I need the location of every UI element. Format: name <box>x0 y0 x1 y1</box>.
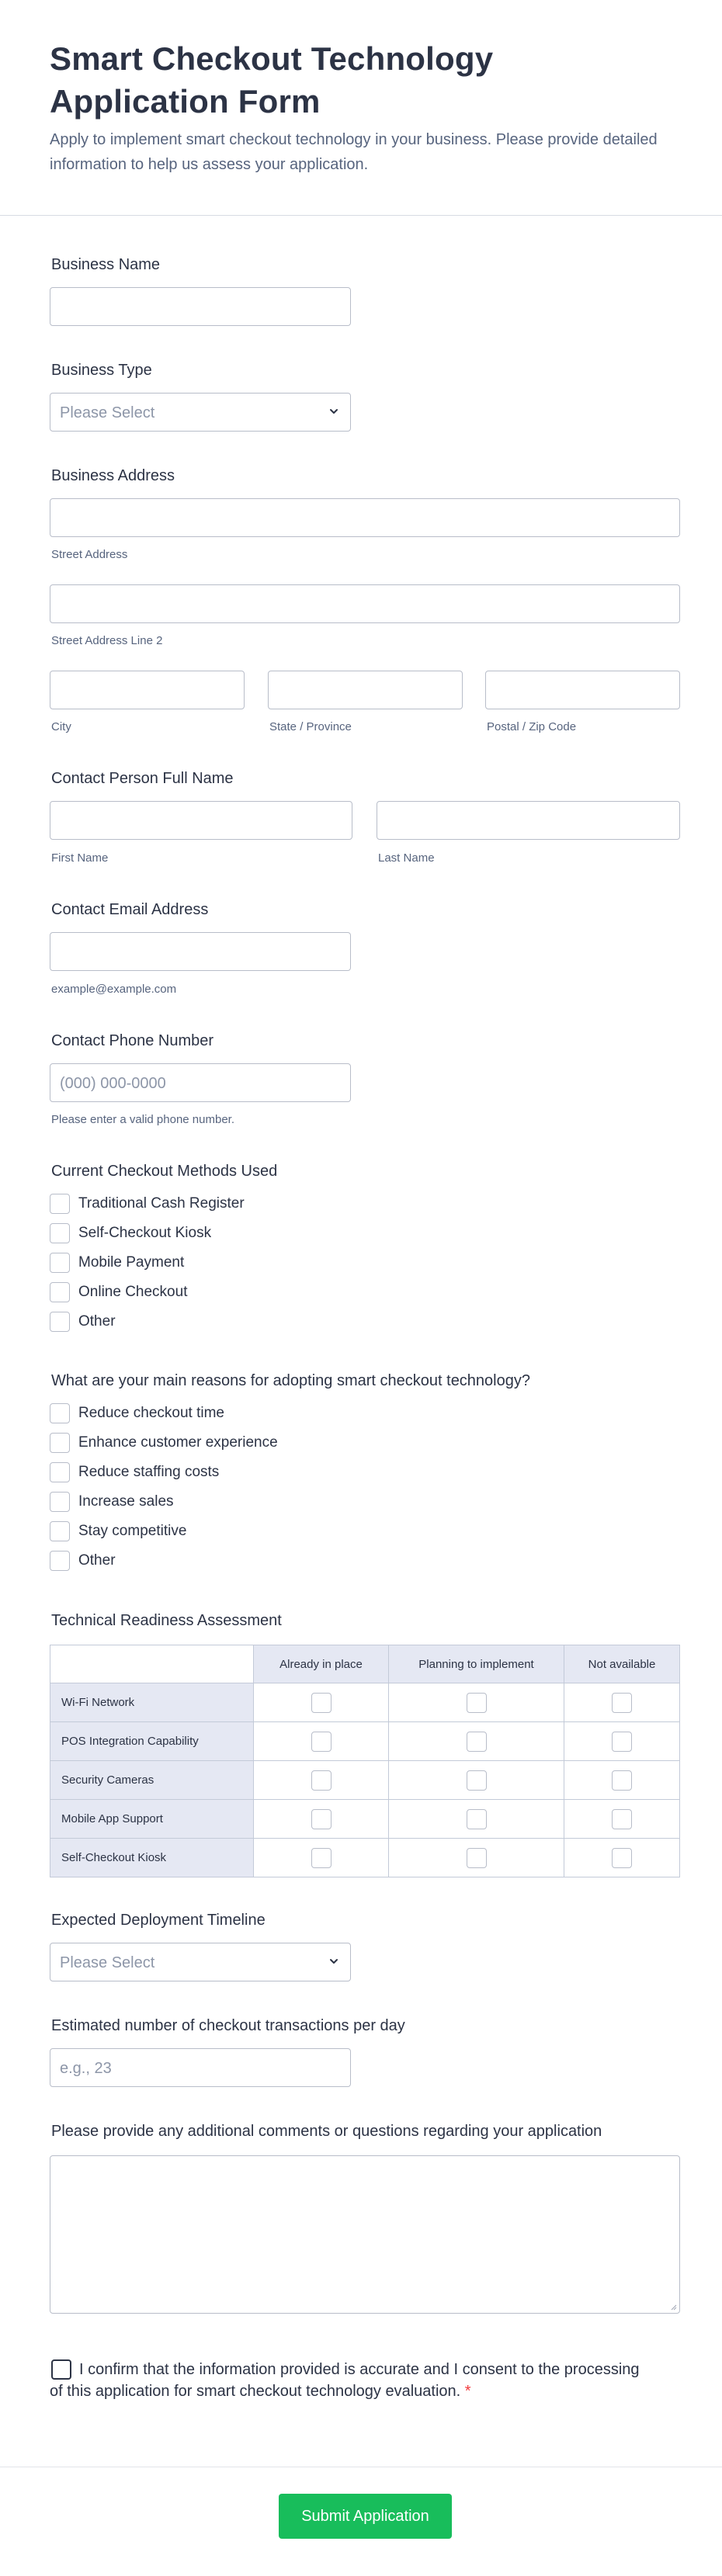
phone-sublabel: Please enter a valid phone number. <box>51 1113 234 1126</box>
timeline-select[interactable] <box>50 1943 351 1981</box>
street-address-sublabel: Street Address <box>51 548 128 561</box>
resize-handle-icon[interactable] <box>669 2303 677 2311</box>
checkbox-label: Reduce checkout time <box>78 1405 224 1421</box>
checkbox[interactable] <box>50 1433 70 1453</box>
matrix-row <box>50 1722 679 1761</box>
checkbox-label: Reduce staffing costs <box>78 1464 220 1480</box>
timeline-label: Expected Deployment Timeline <box>51 1912 266 1929</box>
matrix-row-label: Wi-Fi Network <box>50 1683 254 1721</box>
business-name-input[interactable] <box>50 287 351 326</box>
reasons-label: What are your main reasons for adopting smart checkout technology? <box>51 1372 530 1389</box>
matrix-row <box>50 1839 679 1877</box>
checkbox[interactable] <box>50 1253 70 1273</box>
phone-input[interactable] <box>50 1063 351 1102</box>
checkbox[interactable] <box>50 1521 70 1541</box>
readiness-matrix <box>50 1645 680 1877</box>
timeline-placeholder: Please Select <box>60 1954 155 1971</box>
matrix-row <box>50 1800 679 1839</box>
matrix-checkbox[interactable] <box>311 1732 331 1752</box>
matrix-checkbox[interactable] <box>311 1770 331 1791</box>
checkbox[interactable] <box>50 1492 70 1512</box>
last-name-input[interactable] <box>377 801 680 840</box>
business-type-placeholder: Please Select <box>60 404 155 421</box>
matrix-checkbox[interactable] <box>311 1848 331 1868</box>
matrix-checkbox[interactable] <box>311 1693 331 1713</box>
chevron-down-icon <box>328 406 339 417</box>
first-name-input[interactable] <box>50 801 352 840</box>
matrix-checkbox[interactable] <box>467 1693 487 1713</box>
matrix-checkbox[interactable] <box>612 1770 632 1791</box>
comments-textarea[interactable] <box>50 2155 680 2314</box>
city-sublabel: City <box>51 720 71 733</box>
state-input[interactable] <box>268 671 463 709</box>
street-address-input[interactable] <box>50 498 680 537</box>
business-name-label: Business Name <box>51 256 161 273</box>
checkbox-label: Other <box>78 1552 116 1569</box>
transactions-label: Estimated number of checkout transactions per day <box>51 2017 405 2034</box>
state-sublabel: State / Province <box>269 720 352 733</box>
page-subtitle: Apply to implement smart checkout technology in your business. Please provide detailed information to help us assess your application. <box>50 131 658 173</box>
business-type-select[interactable] <box>50 393 351 432</box>
checkbox[interactable] <box>50 1551 70 1571</box>
phone-label: Contact Phone Number <box>51 1032 214 1049</box>
comments-label: Please provide any additional comments or questions regarding your application <box>51 2123 602 2140</box>
matrix-row-label: POS Integration Capability <box>50 1722 254 1760</box>
email-input[interactable] <box>50 932 351 971</box>
matrix-checkbox[interactable] <box>467 1848 487 1868</box>
transactions-input[interactable] <box>50 2048 351 2087</box>
last-name-sublabel: Last Name <box>378 851 435 865</box>
matrix-column-header: Not available <box>564 1645 679 1683</box>
checkbox-label: Online Checkout <box>78 1284 188 1300</box>
form-header <box>0 0 722 216</box>
matrix-checkbox[interactable] <box>612 1809 632 1829</box>
contact-name-label: Contact Person Full Name <box>51 770 234 787</box>
checkbox[interactable] <box>50 1282 70 1302</box>
business-address-label: Business Address <box>51 467 175 484</box>
matrix-corner <box>50 1645 254 1683</box>
matrix-checkbox[interactable] <box>467 1770 487 1791</box>
checkbox-label: Traditional Cash Register <box>78 1195 245 1212</box>
phone-placeholder: (000) 000-0000 <box>60 1075 166 1092</box>
checkbox-label: Mobile Payment <box>78 1254 185 1271</box>
matrix-row-label: Mobile App Support <box>50 1800 254 1838</box>
checkbox-label: Increase sales <box>78 1493 174 1510</box>
transactions-placeholder: e.g., 23 <box>60 2060 112 2077</box>
submit-button[interactable]: Submit Application <box>279 2494 452 2539</box>
street-address-line2-input[interactable] <box>50 584 680 623</box>
checkbox-label: Self-Checkout Kiosk <box>78 1225 212 1241</box>
matrix-column-header: Already in place <box>254 1645 389 1683</box>
email-sublabel: example@example.com <box>51 983 177 996</box>
checkbox[interactable] <box>50 1312 70 1332</box>
checkbox-label: Other <box>78 1313 116 1330</box>
street-address-line2-sublabel: Street Address Line 2 <box>51 634 163 647</box>
matrix-row-label: Security Cameras <box>50 1761 254 1799</box>
business-type-label: Business Type <box>51 362 152 379</box>
matrix-row <box>50 1683 679 1722</box>
consent-label <box>50 2359 655 2402</box>
checkout-methods-label: Current Checkout Methods Used <box>51 1163 278 1180</box>
matrix-checkbox[interactable] <box>467 1732 487 1752</box>
email-label: Contact Email Address <box>51 901 209 918</box>
matrix-column-header: Planning to implement <box>389 1645 564 1683</box>
zip-sublabel: Postal / Zip Code <box>487 720 577 733</box>
chevron-down-icon <box>328 1956 339 1967</box>
checkbox-label: Enhance customer experience <box>78 1434 278 1451</box>
page-title: Smart Checkout Technology Application Form <box>50 40 494 120</box>
checkbox[interactable] <box>50 1194 70 1214</box>
matrix-row-label: Self-Checkout Kiosk <box>50 1839 254 1877</box>
matrix-checkbox[interactable] <box>311 1809 331 1829</box>
checkbox[interactable] <box>50 1462 70 1482</box>
city-input[interactable] <box>50 671 245 709</box>
matrix-checkbox[interactable] <box>612 1848 632 1868</box>
checkbox-label: Stay competitive <box>78 1523 187 1539</box>
readiness-label: Technical Readiness Assessment <box>51 1612 282 1629</box>
matrix-checkbox[interactable] <box>612 1693 632 1713</box>
checkbox[interactable] <box>50 1223 70 1243</box>
checkbox[interactable] <box>50 1403 70 1423</box>
matrix-row <box>50 1761 679 1800</box>
matrix-checkbox[interactable] <box>612 1732 632 1752</box>
matrix-checkbox[interactable] <box>467 1809 487 1829</box>
required-mark: * <box>464 2383 471 2400</box>
zip-input[interactable] <box>485 671 680 709</box>
consent-text: I confirm that the information provided is accurate and I consent to the processing of this application for smart checkout technology evaluation. <box>50 2361 640 2400</box>
first-name-sublabel: First Name <box>51 851 109 865</box>
